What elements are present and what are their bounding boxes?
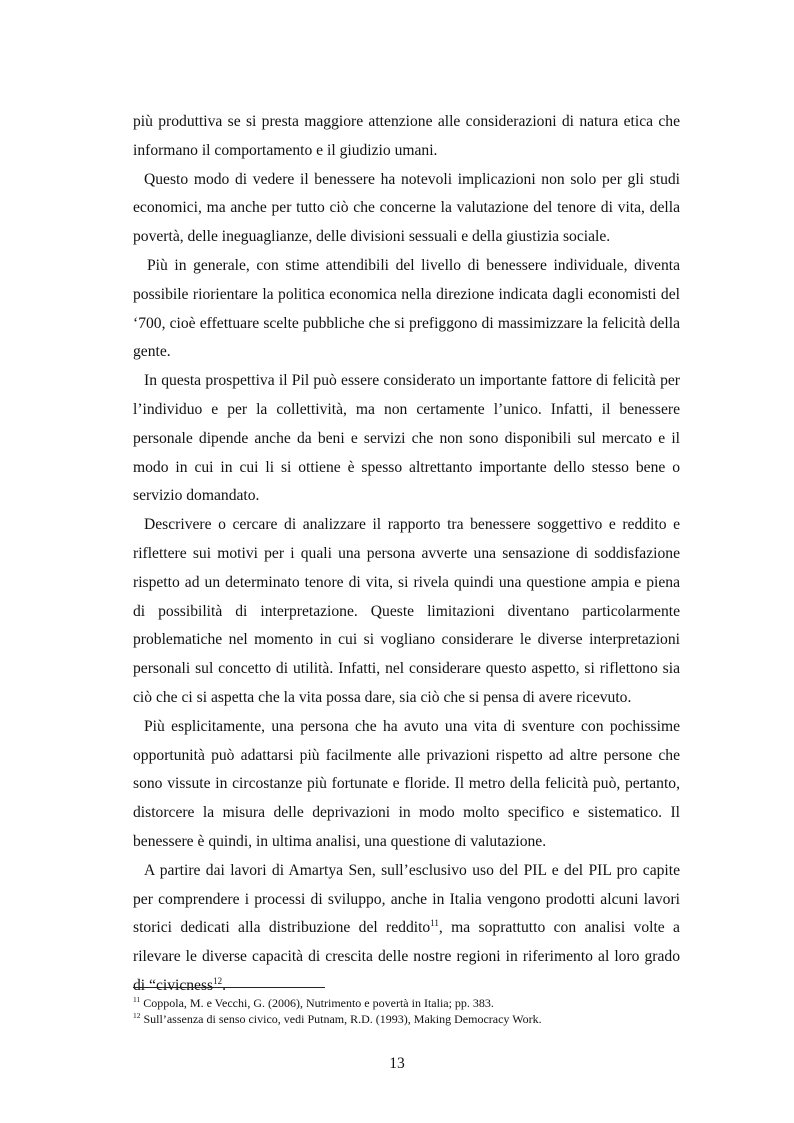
body-text [133, 108, 680, 1001]
paragraph: Questo modo di vedere il benessere ha notevoli implicazioni non solo per gli studi economici, ma anche per tutto ciò che concerne la valutazione del tenore di vita, della povertà, delle ineguaglianze, delle divisioni sessuali e della giustizia sociale. [133, 170, 680, 246]
paragraph-last [133, 857, 680, 1001]
footnote-text: Sull’assenza di senso civico, vedi Putnam, R.D. (1993), Making Democracy Work. [143, 1011, 542, 1026]
paragraph: Più in generale, con stime attendibili del livello di benessere individuale, diventa possibile riorientare la politica economica nella direzione indicata dagli economisti del ‘700, cioè effettuare scelte pubbliche che si prefiggono di massimizzare la felicità della gente. [133, 256, 680, 361]
paragraph-text: A partire dai lavori di Amartya Sen, sull’esclusivo uso del PIL e del PIL pro capite per comprendere i processi di sviluppo, anche in Italia vengono prodotti alcuni lavori storici dedicati alla distribuzione del reddito [133, 861, 680, 937]
footnote [133, 996, 680, 1012]
footnote-ref: 11 [430, 918, 439, 929]
footnote [133, 1012, 680, 1028]
footnote-number: 11 [133, 995, 141, 1004]
footnote-text: Coppola, M. e Vecchi, G. (2006), Nutrimento e povertà in Italia; pp. 383. [143, 996, 494, 1010]
page-number: 13 [389, 1055, 405, 1072]
paragraph: Più esplicitamente, una persona che ha avuto una vita di sventure con pochissime opportunità può adattarsi più facilmente alle privazioni rispetto ad altre persone che sono vissute in circostanze più fortunate e floride. Il metro della felicità può, pertanto, distorcere la misura delle deprivazioni in modo molto specifico e sistematico. Il benessere è quindi, in ultima analisi, una questione di valutazione. [133, 717, 680, 850]
footnote-number: 12 [133, 1010, 141, 1020]
footnote-ref: 12 [213, 975, 223, 986]
footnotes [133, 996, 680, 1027]
footnote-separator [133, 987, 325, 988]
paragraph: In questa prospettiva il Pil può essere considerato un importante fattore di felicità per l’individuo e per la collettività, ma non certamente l’unico. Infatti, il benessere personale dipende anche da beni e servizi che non sono disponibili sul mercato e il modo in cui in cui li si ottiene è spesso altrettanto importante dello stesso bene o servizio domandato. [133, 372, 680, 505]
paragraph: Descrivere o cercare di analizzare il rapporto tra benessere soggettivo e reddito e riflettere sui motivi per i quali una persona avverte una sensazione di soddisfazione rispetto ad un determinato tenore di vita, si rivela quindi una questione ampia e piena di possibilità di interpretazione. Queste limitazioni diventano particolarmente problematiche nel momento in cui si vogliano considerare le diverse interpretazioni personali sul concetto di utilità. Infatti, nel considerare questo aspetto, si riflettono sia ciò che ci si aspetta che la vita possa dare, sia ciò che si pensa di avere ricevuto. [133, 516, 680, 706]
paragraph-text: , ma soprattutto con analisi volte a rilevare le diverse capacità di crescita delle nostre regioni in riferimento al loro grado di “civicness [133, 919, 680, 994]
paragraph-text: . [222, 976, 227, 994]
paragraph: più produttiva se si presta maggiore attenzione alle considerazioni di natura etica che informano il comportamento e il giudizio umani. [133, 113, 680, 159]
